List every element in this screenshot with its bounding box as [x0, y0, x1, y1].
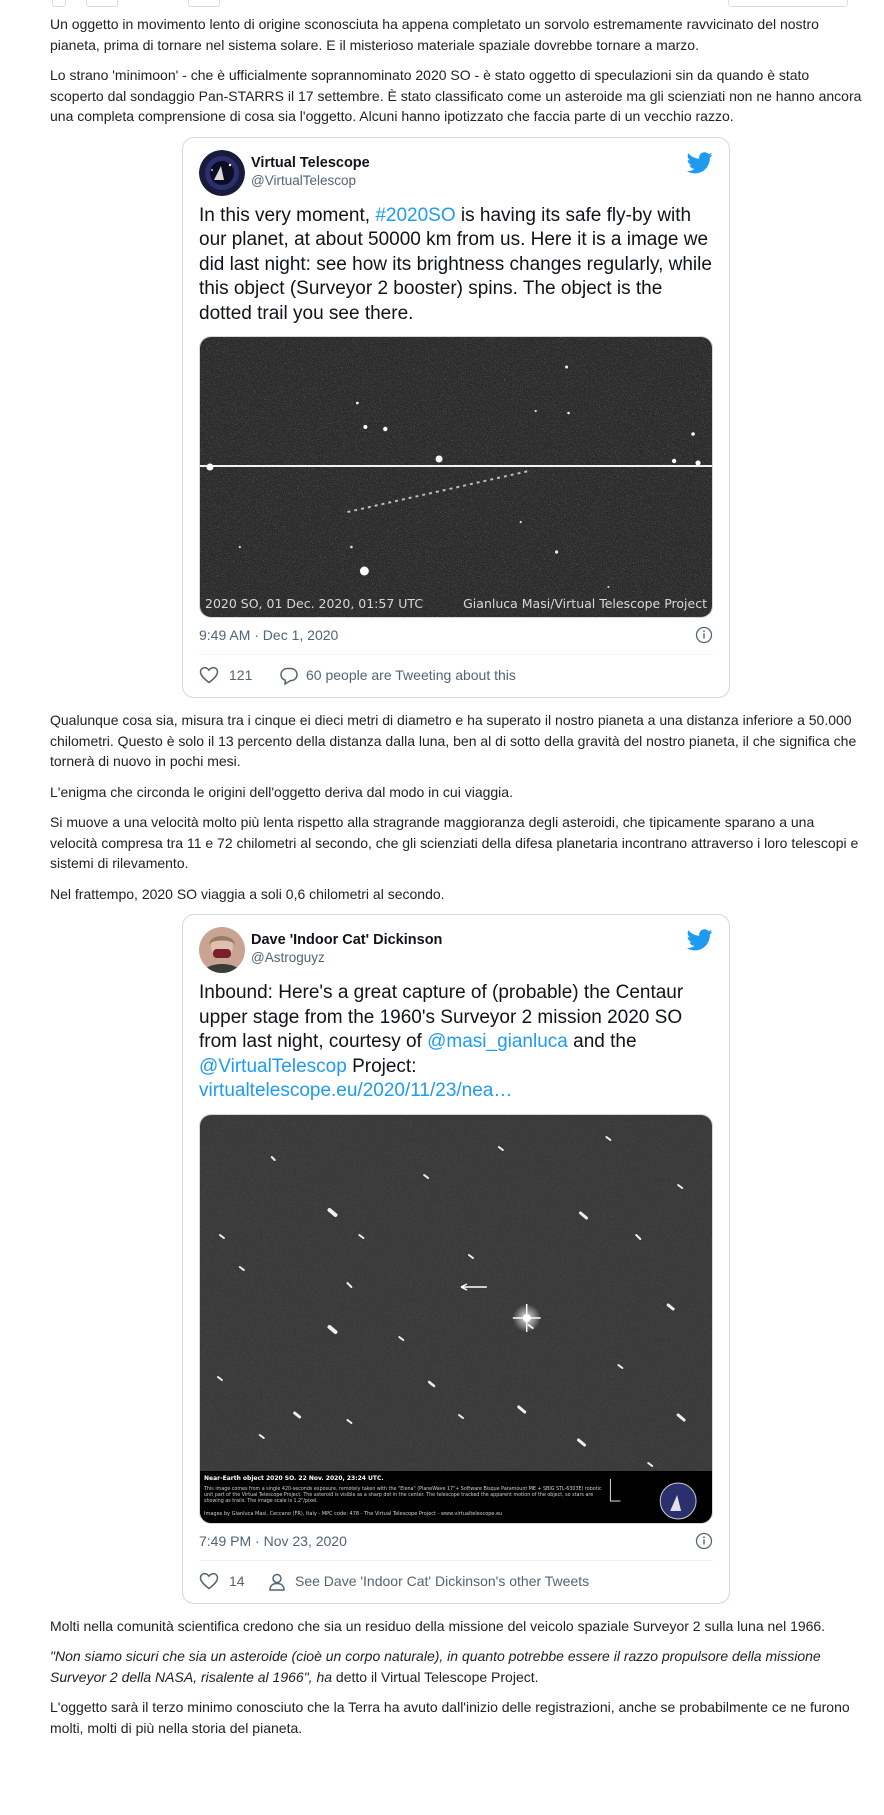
article-paragraph: Nel frattempo, 2020 SO viaggia a soli 0,6 chilometri al secondo. — [50, 885, 445, 902]
author-name[interactable]: Virtual Telescope — [251, 154, 370, 171]
like-count[interactable]: 121 — [229, 667, 253, 683]
tweet-image[interactable] — [199, 336, 713, 618]
tweet-meta — [199, 618, 713, 655]
tweet-timestamp[interactable]: 9:49 AM · Dec 1, 2020 — [199, 627, 339, 643]
speech-bubble-icon[interactable] — [279, 666, 299, 686]
tweet-text-part: and the — [567, 1031, 637, 1052]
image-caption-title: Near-Earth object 2020 SO. 22 Nov. 2020, 23:24 UTC. — [204, 1474, 384, 1482]
tweet-text — [199, 981, 713, 1104]
top-strip — [0, 0, 884, 8]
avatar[interactable] — [199, 927, 245, 973]
top-stub — [52, 0, 66, 7]
tweet-text-part: Project: — [346, 1055, 417, 1077]
image-caption-left: 2020 SO, 01 Dec. 2020, 01:57 UTC — [205, 596, 424, 611]
tweet-actions — [199, 655, 713, 697]
tweeting-about-link[interactable]: 60 people are Tweeting about this — [306, 667, 516, 683]
tweet-author[interactable] — [251, 154, 370, 190]
info-icon[interactable] — [695, 1532, 713, 1550]
article-paragraph: Qualunque cosa sia, misura tra i cinque ei dieci metri di diametro e ha superato il nostro pianeta a una distanza inferiore a 50.000 chilometri. Questo è solo il 13 percento della distanza dalla luna, ben al di sotto della gravità del nostro pianeta, il che significa che tornerà di nuovo in pochi mesi. — [50, 712, 857, 769]
person-icon[interactable] — [267, 1572, 287, 1592]
article-paragraph: Lo strano 'minimoon' - che è ufficialmente soprannominato 2020 SO - è stato oggetto di speculazioni sin da quando è stato scoperto dal sondaggio Pan-STARRS il 17 settembre. È stato classificato come un asteroide ma gli scienziati non ne hanno ancora una completa comprensione di cosa sia l'oggetto. Alcuni hanno ipotizzato che faccia parte di un vecchio razzo. — [50, 67, 862, 124]
tweet-meta — [199, 1524, 713, 1561]
tweet-text-part: is having its safe fly-by with our planet, at about 50000 km from us. Here it is a image we did last night: see how its brightness changes regularly, while this object (Surveyor 2 booster) spins. The object is the dotted trail you see there. — [199, 204, 712, 324]
twitter-bird-icon[interactable] — [687, 152, 713, 174]
url-link[interactable]: virtualtelescope.eu/2020/11/23/nea… — [199, 1080, 513, 1101]
tweet-image[interactable] — [199, 1114, 713, 1524]
embedded-tweet[interactable] — [182, 137, 730, 699]
image-caption-body: This image comes from a single 420-seconds exposure, remotely taken with the "Elena" (PlaneWave 17"+ Software Bisque Paramount ME + SBIG STL-6303E) robotic unit part of the Virtual Telescope Project. The asteroid is visible as a sharp dot in the center. The telescope tracked the apparent motion of the object, so stars are showing as trails. The image scale is 1.2"/pixel. — [204, 1486, 602, 1504]
article-paragraph: Un oggetto in movimento lento di origine sconosciuta ha appena completato un sorvolo estremamente ravvicinato del nostro pianeta, prima di tornare nel sistema solare. E il misterioso materiale spaziale dovrebbe tornare a marzo. — [50, 16, 819, 53]
tweet-header — [199, 915, 713, 979]
article-body — [50, 14, 862, 1748]
top-stub — [728, 0, 848, 7]
top-stub — [86, 0, 118, 7]
tweet-actions — [199, 1561, 713, 1603]
avatar[interactable] — [199, 150, 245, 196]
tweet-text-part: In this very moment, — [199, 204, 376, 226]
quote-attribution: detto il Virtual Telescope Project. — [332, 1668, 539, 1685]
author-name[interactable]: Dave 'Indoor Cat' Dickinson — [251, 932, 443, 948]
star-field-image — [200, 337, 712, 617]
embedded-tweet[interactable] — [182, 914, 730, 1604]
other-tweets-link[interactable]: See Dave 'Indoor Cat' Dickinson's other Tweets — [295, 1572, 590, 1589]
twitter-bird-icon[interactable] — [687, 929, 713, 951]
mention-link[interactable]: @VirtualTelescop — [199, 1055, 347, 1077]
tweet-author[interactable] — [251, 931, 442, 967]
article-quote-paragraph — [50, 1646, 862, 1687]
hashtag-link[interactable]: #2020SO — [375, 204, 456, 226]
article-paragraph: L'oggetto sarà il terzo minimo conosciuto che la Terra ha avuto dall'inizio delle registrazioni, anche se probabilmente ce ne furono molti, molti di più nella storia del pianeta. — [50, 1699, 850, 1736]
tweet-text — [199, 204, 713, 327]
author-handle[interactable]: @Astroguyz — [251, 950, 325, 965]
article-paragraph: L'enigma che circonda le origini dell'oggetto deriva dal modo in cui viaggia. — [50, 783, 513, 800]
author-handle[interactable]: @VirtualTelescop — [251, 172, 357, 188]
heart-icon[interactable] — [199, 666, 219, 684]
mention-link[interactable]: @masi_gianluca — [427, 1031, 568, 1052]
top-stub — [188, 0, 220, 7]
tweet-text-part: Inbound: Here's a great capture of (probable) the Centaur upper stage from the 1960's Surveyor 2 mission 2020 SO from last night, courtesy of — [199, 982, 684, 1052]
heart-icon[interactable] — [199, 1572, 219, 1590]
star-field-image — [200, 1115, 712, 1523]
tweet-timestamp[interactable]: 7:49 PM · Nov 23, 2020 — [199, 1532, 347, 1549]
image-caption-credit: Images by Gianluca Masi, Ceccano (FR), Italy - MPC code: 478 - The Virtual Telescope Project - www.virtualtelescope.eu — [204, 1510, 503, 1517]
quote-text: "Non siamo sicuri che sia un asteroide (cioè un corpo naturale), in quanto potrebbe essere il razzo propulsore della missione Surveyor 2 della NASA, risalente al 1966", ha — [50, 1648, 821, 1685]
image-caption-right: Gianluca Masi/Virtual Telescope Project — [463, 596, 707, 611]
like-count[interactable]: 14 — [229, 1572, 245, 1589]
article-paragraph: Molti nella comunità scientifica credono che sia un residuo della missione del veicolo spaziale Surveyor 2 sulla luna nel 1966. — [50, 1617, 826, 1634]
tweet-header — [199, 138, 713, 202]
info-icon[interactable] — [695, 626, 713, 644]
article-paragraph: Si muove a una velocità molto più lenta rispetto alla stragrande maggioranza degli asteroidi, che tipicamente sparano a una velocità compresa tra 11 e 72 chilometri al secondo, che gli scienziati della difesa planetaria incontrano attraverso i loro telescopi e sistemi di rilevamento. — [50, 814, 859, 871]
